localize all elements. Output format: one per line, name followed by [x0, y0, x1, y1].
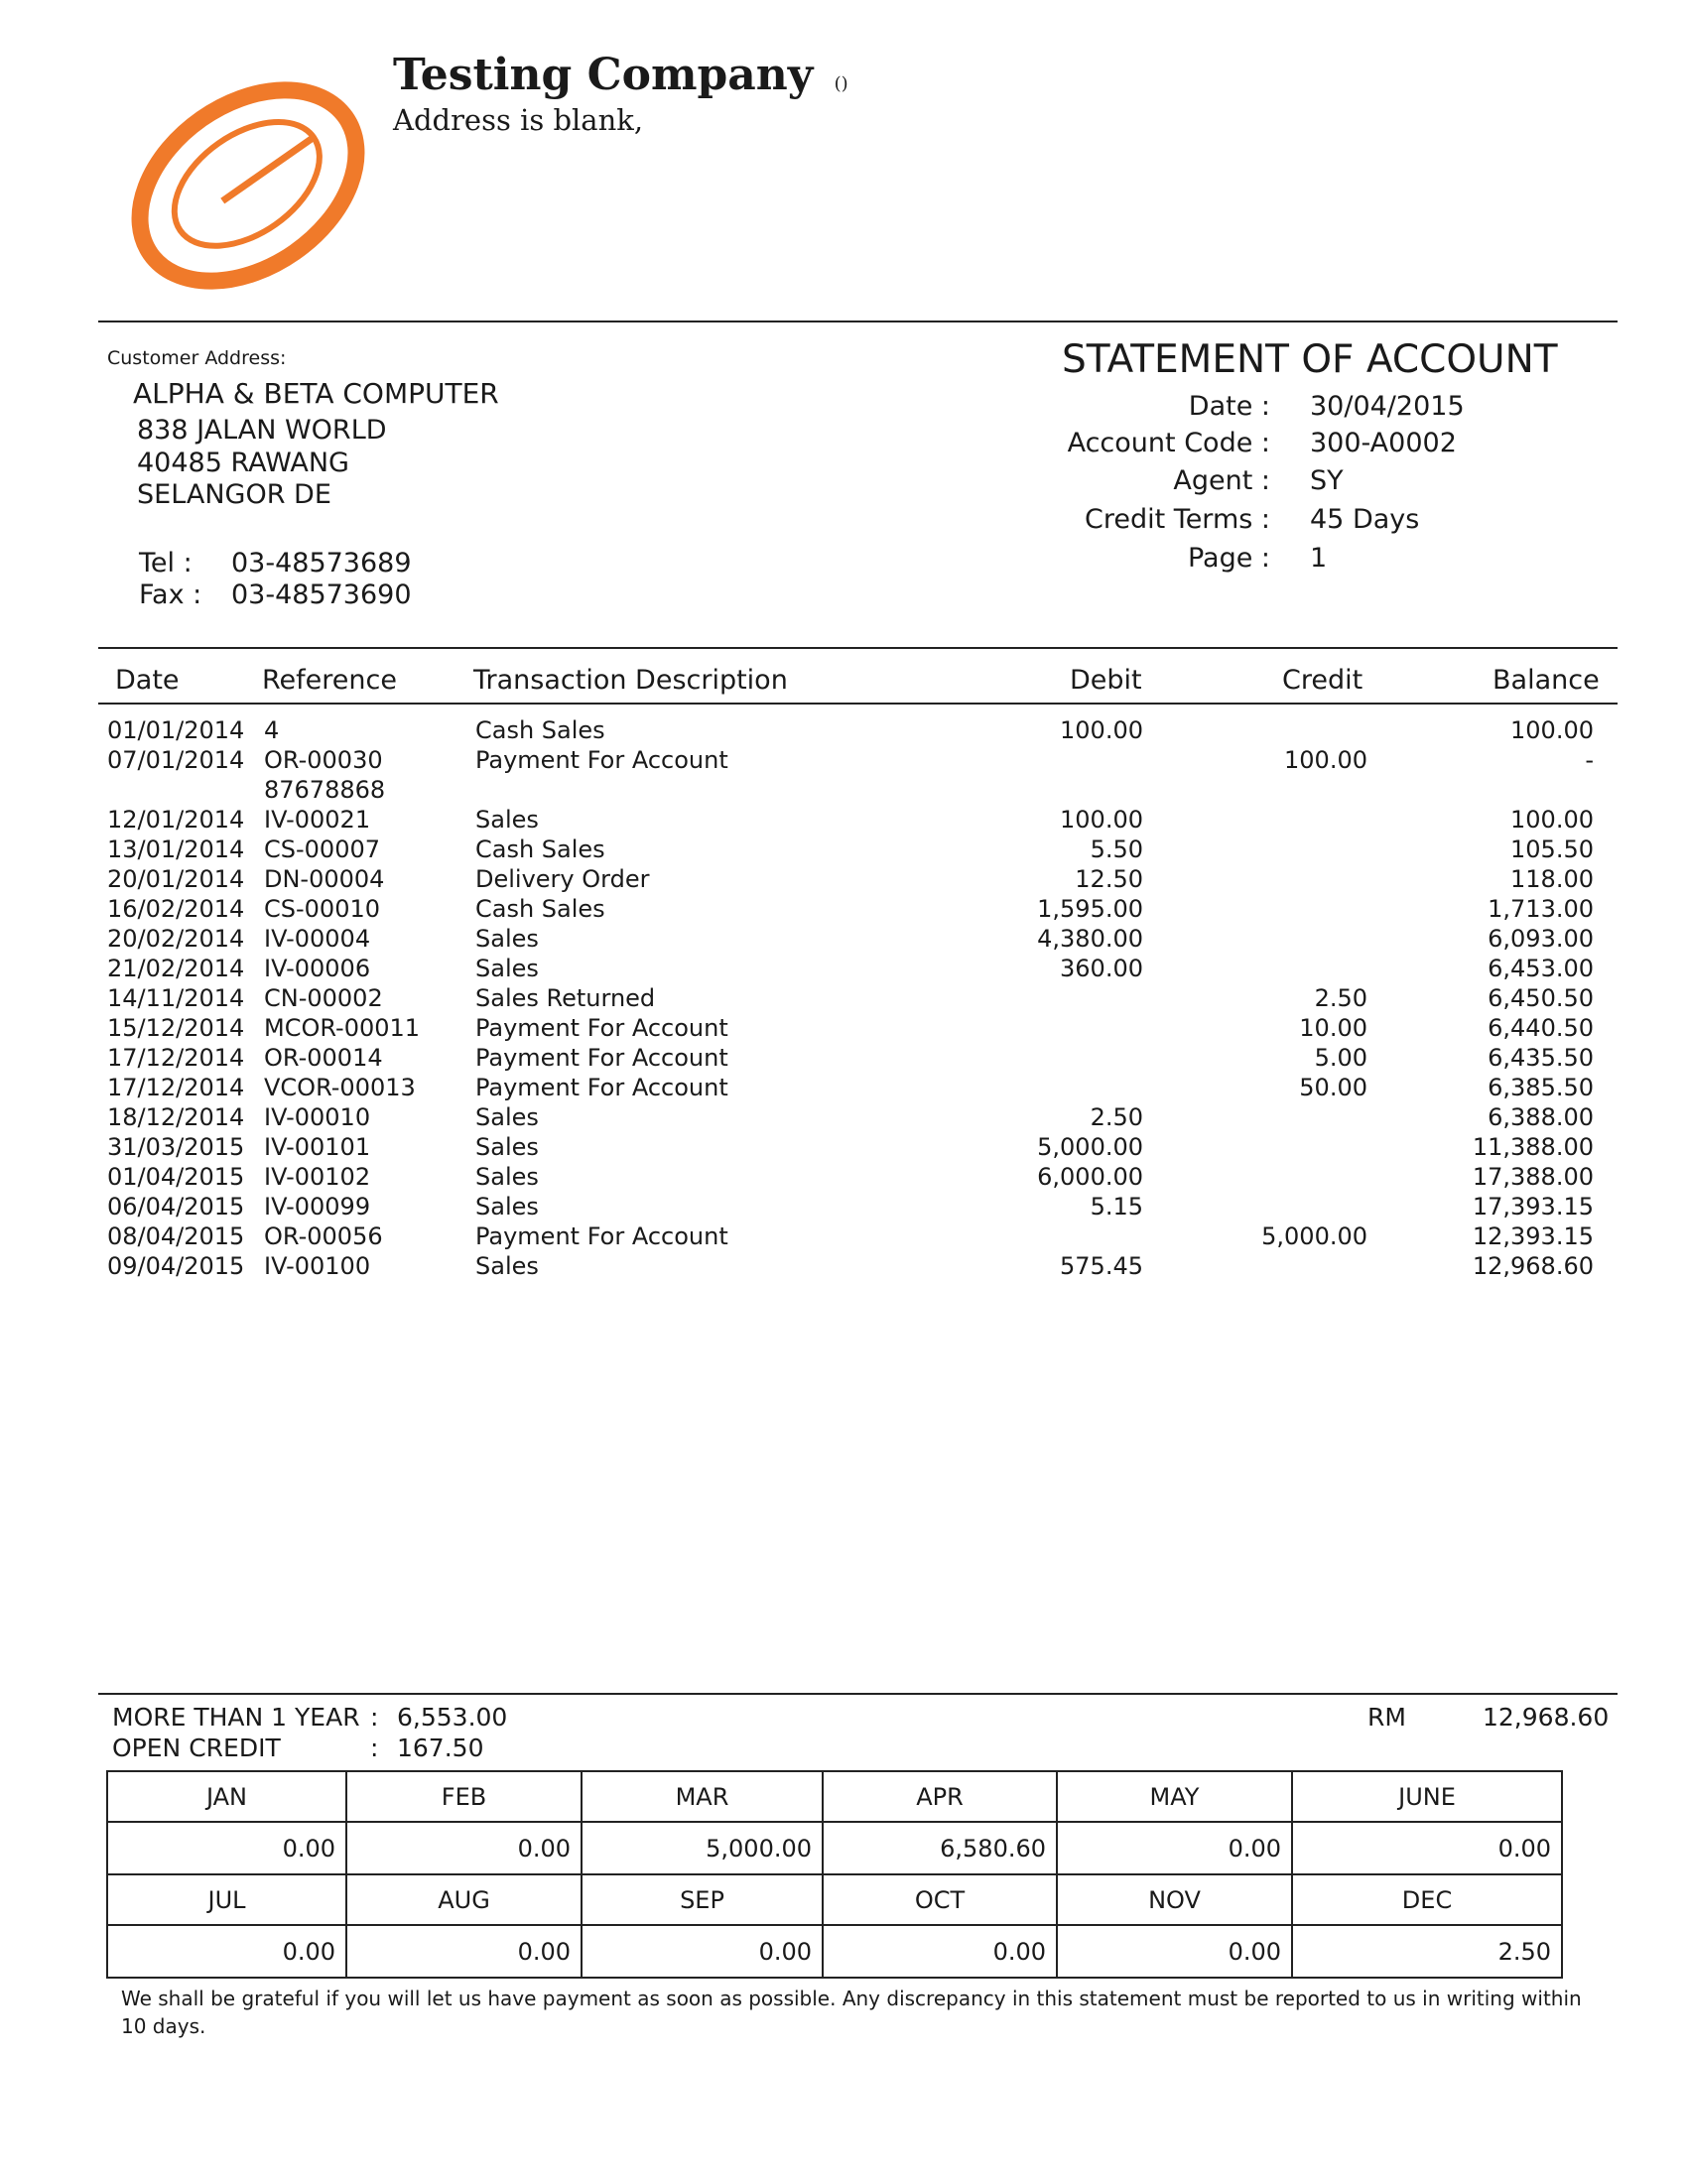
row-date: 17/12/2014	[107, 1044, 245, 1072]
row-reference: DN-00004	[264, 865, 385, 893]
table-row-continuation	[0, 776, 1687, 806]
table-row	[0, 806, 1687, 835]
row-balance: 118.00	[1510, 865, 1594, 893]
col-header-description: Transaction Description	[473, 665, 788, 696]
row-balance: 12,968.60	[1472, 1252, 1594, 1280]
customer-address-line-3: SELANGOR DE	[137, 479, 331, 510]
row-date: 07/01/2014	[107, 746, 245, 774]
row-description: Payment For Account	[475, 1014, 728, 1042]
row-debit: 1,595.00	[1037, 895, 1143, 923]
aging-month: JUNE	[1292, 1771, 1562, 1822]
row-balance: -	[1585, 746, 1594, 774]
col-header-balance: Balance	[1492, 665, 1600, 696]
aging-table	[106, 1770, 1563, 1979]
row-reference: IV-00100	[264, 1252, 371, 1280]
row-date: 01/04/2015	[107, 1163, 245, 1191]
row-date: 01/01/2014	[107, 716, 245, 744]
account-code-value: 300-A0002	[1310, 428, 1457, 458]
row-reference: CN-00002	[264, 984, 383, 1012]
customer-address-line-2: 40485 RAWANG	[137, 448, 349, 478]
row-description: Payment For Account	[475, 1044, 728, 1072]
table-row	[0, 835, 1687, 865]
aging-value: 6,580.60	[823, 1822, 1057, 1874]
account-code-label: Account Code :	[1067, 428, 1270, 458]
row-balance: 6,453.00	[1488, 955, 1594, 982]
page-value: 1	[1310, 543, 1328, 574]
row-reference: 87678868	[264, 776, 386, 804]
total-balance: 12,968.60	[1483, 1703, 1610, 1732]
row-description: Payment For Account	[475, 1074, 728, 1101]
row-description: Sales	[475, 1163, 539, 1191]
customer-address-line-1: 838 JALAN WORLD	[137, 415, 387, 446]
aging-month: OCT	[823, 1874, 1057, 1925]
row-debit: 2.50	[1090, 1103, 1143, 1131]
row-reference: IV-00006	[264, 955, 371, 982]
open-credit-value: 167.50	[397, 1734, 484, 1762]
aging-month: APR	[823, 1771, 1057, 1822]
row-date: 13/01/2014	[107, 835, 245, 863]
aging-value: 0.00	[1057, 1822, 1292, 1874]
tel-value: 03-48573689	[231, 548, 412, 578]
table-row	[0, 1074, 1687, 1103]
row-description: Cash Sales	[475, 716, 605, 744]
more-than-year-label: MORE THAN 1 YEAR	[112, 1703, 360, 1732]
row-date: 08/04/2015	[107, 1222, 245, 1250]
row-reference: IV-00004	[264, 925, 371, 953]
row-reference: OR-00056	[264, 1222, 383, 1250]
aging-month: DEC	[1292, 1874, 1562, 1925]
row-credit: 100.00	[1284, 746, 1367, 774]
aging-month: NOV	[1057, 1874, 1292, 1925]
table-row	[0, 955, 1687, 984]
row-debit: 4,380.00	[1037, 925, 1143, 953]
customer-address-label: Customer Address:	[107, 347, 287, 369]
row-date: 09/04/2015	[107, 1252, 245, 1280]
table-row	[0, 984, 1687, 1014]
table-row	[0, 1103, 1687, 1133]
row-debit: 12.50	[1075, 865, 1143, 893]
date-value: 30/04/2015	[1310, 391, 1465, 422]
aging-value: 0.00	[823, 1925, 1057, 1978]
row-description: Sales	[475, 1252, 539, 1280]
table-row	[0, 716, 1687, 746]
row-description: Sales	[475, 1103, 539, 1131]
row-date: 21/02/2014	[107, 955, 245, 982]
row-description: Cash Sales	[475, 835, 605, 863]
summary-rule	[98, 1693, 1618, 1695]
row-date: 20/02/2014	[107, 925, 245, 953]
row-reference: VCOR-00013	[264, 1074, 416, 1101]
table-row	[0, 1014, 1687, 1044]
row-description: Payment For Account	[475, 1222, 728, 1250]
row-credit: 2.50	[1314, 984, 1367, 1012]
row-balance: 6,385.50	[1488, 1074, 1594, 1101]
aging-value: 0.00	[582, 1925, 823, 1978]
row-reference: OR-00014	[264, 1044, 383, 1072]
row-debit: 5,000.00	[1037, 1133, 1143, 1161]
row-description: Sales	[475, 1193, 539, 1220]
company-suffix: ()	[834, 73, 848, 94]
aging-value: 0.00	[346, 1822, 582, 1874]
col-header-credit: Credit	[1282, 665, 1363, 696]
aging-month: AUG	[346, 1874, 582, 1925]
col-header-reference: Reference	[262, 665, 397, 696]
page-label: Page :	[1187, 543, 1270, 574]
row-debit: 6,000.00	[1037, 1163, 1143, 1191]
date-label: Date :	[1188, 391, 1270, 422]
table-row	[0, 1193, 1687, 1222]
header-rule	[98, 321, 1618, 322]
company-address: Address is blank,	[393, 103, 644, 137]
more-than-year-value: 6,553.00	[397, 1703, 508, 1732]
row-balance: 6,093.00	[1488, 925, 1594, 953]
table-row	[0, 1252, 1687, 1282]
row-reference: IV-00099	[264, 1193, 371, 1220]
row-balance: 12,393.15	[1472, 1222, 1594, 1250]
row-description: Cash Sales	[475, 895, 605, 923]
more-than-year-colon: :	[370, 1703, 379, 1732]
statement-title: STATEMENT OF ACCOUNT	[1062, 337, 1558, 382]
aging-value: 0.00	[1292, 1822, 1562, 1874]
row-date: 15/12/2014	[107, 1014, 245, 1042]
row-description: Delivery Order	[475, 865, 650, 893]
row-date: 18/12/2014	[107, 1103, 245, 1131]
row-reference: IV-00010	[264, 1103, 371, 1131]
credit-terms-label: Credit Terms :	[1085, 504, 1270, 535]
row-description: Payment For Account	[475, 746, 728, 774]
tel-label: Tel :	[139, 548, 193, 578]
open-credit-colon: :	[370, 1734, 379, 1762]
row-description: Sales Returned	[475, 984, 656, 1012]
row-balance: 17,388.00	[1472, 1163, 1594, 1191]
row-balance: 17,393.15	[1472, 1193, 1594, 1220]
company-name: Testing Company	[393, 50, 814, 100]
row-date: 06/04/2015	[107, 1193, 245, 1220]
row-debit: 5.15	[1090, 1193, 1143, 1220]
row-balance: 11,388.00	[1472, 1133, 1594, 1161]
col-header-debit: Debit	[1070, 665, 1142, 696]
row-reference: 4	[264, 716, 280, 744]
footer-note-line-1: We shall be grateful if you will let us have payment as soon as possible. Any discrepancy in this statement must be reported to us in writing within	[121, 1987, 1582, 2010]
row-credit: 5.00	[1314, 1044, 1367, 1072]
credit-terms-value: 45 Days	[1310, 504, 1420, 535]
footer-note-line-2: 10 days.	[121, 2014, 206, 2038]
row-date: 12/01/2014	[107, 806, 245, 834]
row-balance: 6,435.50	[1488, 1044, 1594, 1072]
row-reference: IV-00021	[264, 806, 371, 834]
aging-month: FEB	[346, 1771, 582, 1822]
aging-month: SEP	[582, 1874, 823, 1925]
table-row	[0, 1163, 1687, 1193]
row-date: 14/11/2014	[107, 984, 245, 1012]
row-balance: 1,713.00	[1488, 895, 1594, 923]
fax-value: 03-48573690	[231, 579, 412, 610]
table-row	[0, 1044, 1687, 1074]
row-debit: 100.00	[1060, 716, 1143, 744]
aging-value: 0.00	[346, 1925, 582, 1978]
row-reference: IV-00102	[264, 1163, 371, 1191]
aging-month: JUL	[107, 1874, 346, 1925]
logo-e-icon	[119, 62, 377, 310]
aging-value: 2.50	[1292, 1925, 1562, 1978]
row-debit: 360.00	[1060, 955, 1143, 982]
row-debit: 575.45	[1060, 1252, 1143, 1280]
row-description: Sales	[475, 955, 539, 982]
row-description: Sales	[475, 1133, 539, 1161]
row-date: 16/02/2014	[107, 895, 245, 923]
row-credit: 5,000.00	[1261, 1222, 1367, 1250]
row-reference: CS-00007	[264, 835, 380, 863]
row-debit: 5.50	[1090, 835, 1143, 863]
currency-label: RM	[1367, 1703, 1406, 1732]
aging-month: JAN	[107, 1771, 346, 1822]
table-top-rule	[98, 647, 1618, 649]
col-header-date: Date	[115, 665, 180, 696]
row-balance: 100.00	[1510, 716, 1594, 744]
open-credit-label: OPEN CREDIT	[112, 1734, 281, 1762]
table-header-rule	[98, 703, 1618, 705]
company-logo	[119, 62, 377, 310]
row-balance: 6,450.50	[1488, 984, 1594, 1012]
row-description: Sales	[475, 806, 539, 834]
row-balance: 100.00	[1510, 806, 1594, 834]
table-row	[0, 865, 1687, 895]
aging-value: 0.00	[1057, 1925, 1292, 1978]
row-reference: OR-00030	[264, 746, 383, 774]
row-reference: CS-00010	[264, 895, 380, 923]
row-reference: MCOR-00011	[264, 1014, 421, 1042]
row-balance: 6,440.50	[1488, 1014, 1594, 1042]
fax-label: Fax :	[139, 579, 202, 610]
aging-month: MAR	[582, 1771, 823, 1822]
row-reference: IV-00101	[264, 1133, 371, 1161]
row-debit: 100.00	[1060, 806, 1143, 834]
row-balance: 105.50	[1510, 835, 1594, 863]
table-row	[0, 895, 1687, 925]
table-row	[0, 746, 1687, 776]
agent-label: Agent :	[1173, 465, 1270, 496]
row-credit: 10.00	[1299, 1014, 1367, 1042]
row-credit: 50.00	[1299, 1074, 1367, 1101]
aging-month: MAY	[1057, 1771, 1292, 1822]
row-description: Sales	[475, 925, 539, 953]
table-row	[0, 1222, 1687, 1252]
table-row	[0, 925, 1687, 955]
table-row	[0, 1133, 1687, 1163]
row-date: 31/03/2015	[107, 1133, 245, 1161]
customer-name: ALPHA & BETA COMPUTER	[133, 377, 499, 410]
row-date: 20/01/2014	[107, 865, 245, 893]
aging-value: 0.00	[107, 1822, 346, 1874]
row-date: 17/12/2014	[107, 1074, 245, 1101]
agent-value: SY	[1310, 465, 1344, 496]
aging-value: 5,000.00	[582, 1822, 823, 1874]
aging-value: 0.00	[107, 1925, 346, 1978]
row-balance: 6,388.00	[1488, 1103, 1594, 1131]
